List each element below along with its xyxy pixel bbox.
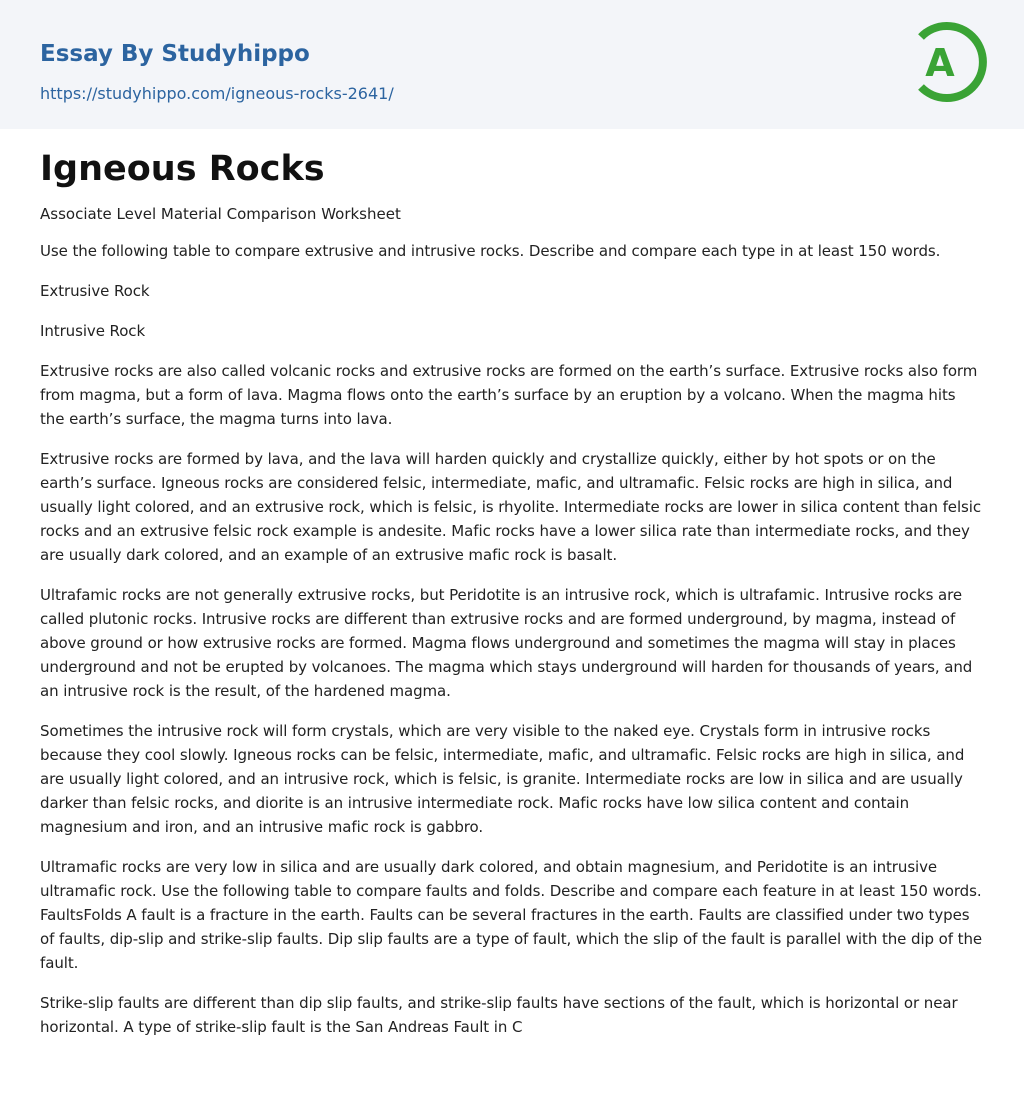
paragraph: Extrusive rocks are formed by lava, and the lava will harden quickly and crystallize quickly, either by hot spots or on the earth’s surface. Igneous rocks are considered felsic, intermediate, mafic, and ultramafic. Felsic rocks are high in silica, and usually light colored, and an extrusive rock, which is felsic, is rhyolite. Intermediate rocks are lower in silica content than felsic rocks and an extrusive felsic rock example is andesite. Mafic rocks have a lower silica rate than intermediate rocks, and they are usually dark colored, and an example of an extrusive mafic rock is basalt. <box>40 450 982 564</box>
paragraph: Sometimes the intrusive rock will form crystals, which are very visible to the naked eye. Crystals form in intrusive rocks because they cool slowly. Igneous rocks can be felsic, intermediate, mafic, and ultramafic. Felsic rocks are high in silica, and are usually light colored, and an intrusive rock, which is felsic, is granite. Intermediate rocks are low in silica and are usually darker than felsic rocks, and diorite is an intrusive intermediate rock. Mafic rocks have low silica content and contain magnesium and iron, and an intrusive mafic rock is gabbro. <box>40 722 965 836</box>
studyhippo-logo-icon[interactable] <box>911 19 987 105</box>
site-header <box>0 0 1024 129</box>
brand-title[interactable]: Essay By Studyhippo <box>40 41 310 67</box>
paragraph: Strike-slip faults are different than dip slip faults, and strike-slip faults have sections of the fault, which is horizontal or near horizontal. A type of strike-slip fault is the San Andreas Fault in C <box>40 994 958 1036</box>
paragraph: Intrusive Rock <box>40 322 146 340</box>
paragraph: Extrusive Rock <box>40 282 150 300</box>
paragraph: Use the following table to compare extrusive and intrusive rocks. Describe and compare each type in at least 150 words. <box>40 242 941 260</box>
page-subtitle: Associate Level Material Comparison Worksheet <box>40 205 401 223</box>
article-body <box>40 239 984 1039</box>
logo-letter: A <box>925 41 955 85</box>
page-title: Igneous Rocks <box>40 149 325 189</box>
article <box>0 148 1024 1039</box>
paragraph: Ultramafic rocks are very low in silica and are usually dark colored, and obtain magnesium, and Peridotite is an intrusive ultramafic rock. Use the following table to compare faults and folds. Describe and compare each feature in at least 150 words. FaultsFolds A fault is a fracture in the earth. Faults can be several fractures in the earth. Faults are classified under two types of faults, dip-slip and strike-slip faults. Dip slip faults are a type of fault, which the slip of the fault is parallel with the dip of the fault. <box>40 858 983 972</box>
paragraph: Extrusive rocks are also called volcanic rocks and extrusive rocks are formed on the earth’s surface. Extrusive rocks also form from magma, but a form of lava. Magma flows onto the earth’s surface by an eruption by a volcano. When the magma hits the earth’s surface, the magma turns into lava. <box>40 362 978 428</box>
paragraph: Ultrafamic rocks are not generally extrusive rocks, but Peridotite is an intrusive rock, which is ultrafamic. Intrusive rocks are called plutonic rocks. Intrusive rocks are different than extrusive rocks and are formed underground, by magma, instead of above ground or how extrusive rocks are formed. Magma flows underground and sometimes the magma will stay in places underground and not be erupted by volcanoes. The magma which stays underground will harden for thousands of years, and an intrusive rock is the result, of the hardened magma. <box>40 586 973 700</box>
source-url-link[interactable]: https://studyhippo.com/igneous-rocks-2641/ <box>40 84 394 103</box>
